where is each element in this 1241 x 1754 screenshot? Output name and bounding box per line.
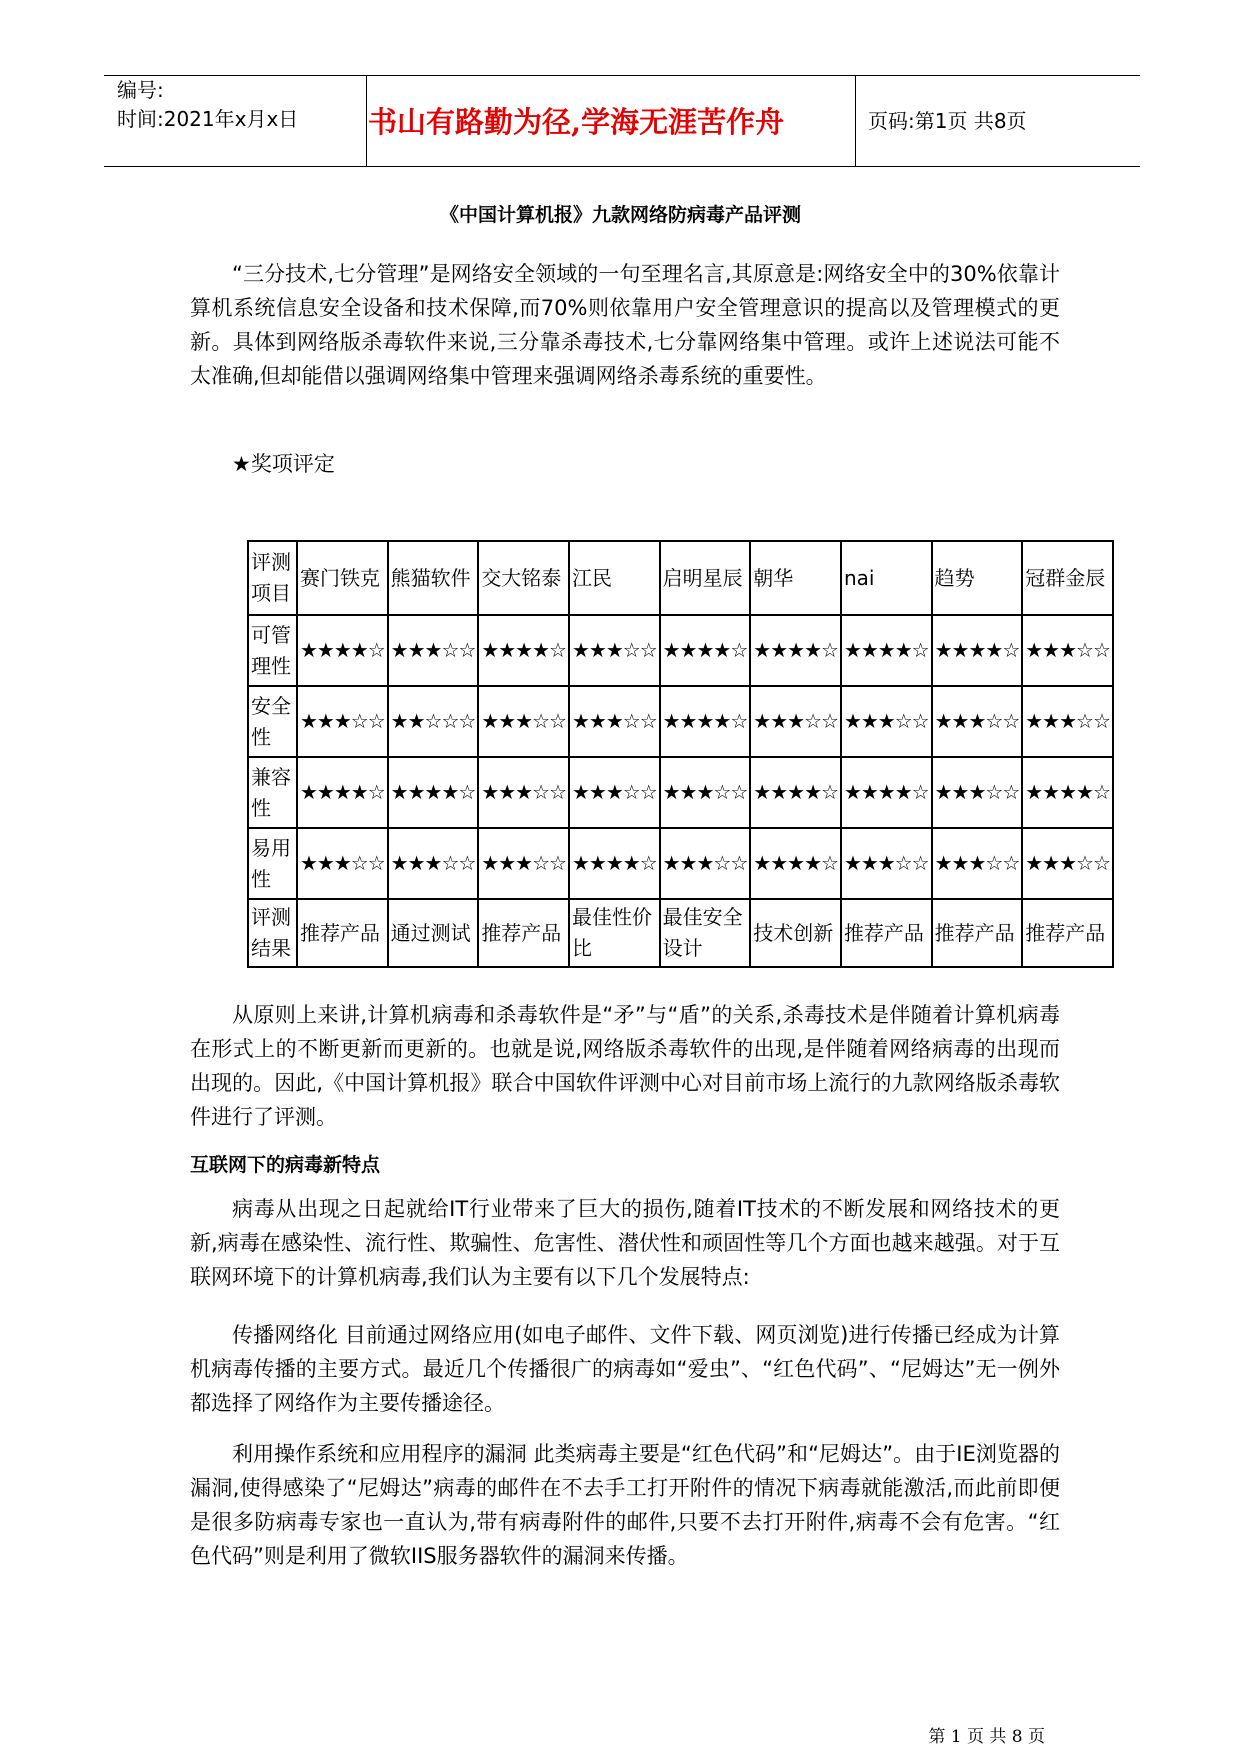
result-cell: 最佳安全设计 [660, 899, 751, 967]
header-cell: 冠群金辰 [1022, 541, 1113, 615]
result-cell: 最佳性价比 [569, 899, 660, 967]
rating-cell: ★★★☆☆ [1022, 828, 1113, 899]
result-cell: 推荐产品 [297, 899, 388, 967]
time-label: 时间:2021年x月x日 [117, 107, 299, 131]
header-cell: 评测项目 [248, 541, 297, 615]
table-row [248, 828, 1113, 899]
result-cell: 推荐产品 [932, 899, 1023, 967]
rating-cell: ★★★★☆ [841, 615, 932, 686]
rating-cell: ★★★☆☆ [932, 828, 1023, 899]
section-heading: 互联网下的病毒新特点 [190, 1154, 381, 1176]
result-cell: 推荐产品 [1022, 899, 1113, 967]
result-cell: 推荐产品 [478, 899, 569, 967]
rating-cell: ★★★★☆ [297, 615, 388, 686]
header-cell: 朝华 [750, 541, 841, 615]
rating-cell: ★★★☆☆ [569, 615, 660, 686]
rating-cell: ★★★★☆ [569, 828, 660, 899]
page-info: 页码:第1页 共8页 [868, 109, 1027, 133]
document-title: 《中国计算机报》九款网络防病毒产品评测 [439, 204, 801, 226]
table-result-row [248, 899, 1113, 967]
row-label: 可管理性 [248, 615, 297, 686]
rating-cell: ★★★☆☆ [841, 686, 932, 757]
rating-cell: ★★★★☆ [932, 615, 1023, 686]
rating-cell: ★★★☆☆ [297, 686, 388, 757]
rating-cell: ★★★☆☆ [660, 757, 751, 828]
rating-cell: ★★★☆☆ [478, 686, 569, 757]
rating-cell: ★★★★☆ [388, 757, 479, 828]
motto-banner: 书山有路勤为径,学海无涯苦作舟 [368, 105, 785, 139]
header-cell: nai [841, 541, 932, 615]
paragraph-network-spread: 传播网络化 目前通过网络应用(如电子邮件、文件下载、网页浏览)进行传播已经成为计算机病毒传播的主要方式。最近几个传播很广的病毒如“爱虫”、“红色代码”、“尼姆达”无一例外都选择了网络作为主要传播途径。 [190, 1323, 1060, 1415]
rating-cell: ★★★★☆ [841, 757, 932, 828]
page-footer: 第 1 页 共 8 页 [928, 1727, 1045, 1747]
header-cell: 启明星辰 [660, 541, 751, 615]
paragraph-vulnerability: 利用操作系统和应用程序的漏洞 此类病毒主要是“红色代码”和“尼姆达”。由于IE浏览器的漏洞,使得感染了“尼姆达”病毒的邮件在不去手工打开附件的情况下病毒就能激活,而此前即便是很多防病毒专家也一直认为,带有病毒附件的邮件,只要不去打开附件,病毒不会有危害。“红色代码”则是利用了微软IIS服务器软件的漏洞来传播。 [190, 1442, 1060, 1568]
rating-cell: ★★★☆☆ [569, 757, 660, 828]
rating-cell: ★★★★☆ [1022, 757, 1113, 828]
row-label: 易用性 [248, 828, 297, 899]
rating-cell: ★★★☆☆ [1022, 686, 1113, 757]
rating-cell: ★★★☆☆ [932, 686, 1023, 757]
rating-cell: ★★★☆☆ [660, 828, 751, 899]
rating-cell: ★★★☆☆ [478, 757, 569, 828]
paragraph-principle: 从原则上来讲,计算机病毒和杀毒软件是“矛”与“盾”的关系,杀毒技术是伴随着计算机病毒在形式上的不断更新而更新的。也就是说,网络版杀毒软件的出现,是伴随着网络病毒的出现而出现的。因此,《中国计算机报》联合中国软件评测中心对目前市场上流行的九款网络版杀毒软件进行了评测。 [190, 1003, 1060, 1129]
result-cell: 通过测试 [388, 899, 479, 967]
rating-cell: ★★★☆☆ [1022, 615, 1113, 686]
rating-cell: ★★★☆☆ [932, 757, 1023, 828]
row-label: 安全性 [248, 686, 297, 757]
result-cell: 推荐产品 [841, 899, 932, 967]
table-row [248, 757, 1113, 828]
table-header-row [248, 541, 1113, 615]
serial-label: 编号: [117, 78, 164, 102]
rating-cell: ★★★☆☆ [297, 828, 388, 899]
rating-cell: ★★☆☆☆ [388, 686, 479, 757]
intro-paragraph: “三分技术,七分管理”是网络安全领域的一句至理名言,其原意是:网络安全中的30%依靠计算机系统信息安全设备和技术保障,而70%则依靠用户安全管理意识的提高以及管理模式的更新。具体到网络版杀毒软件来说,三分靠杀毒技术,七分靠网络集中管理。或许上述说法可能不太准确,但却能借以强调网络集中管理来强调网络杀毒系统的重要性。 [190, 262, 1060, 388]
rating-cell: ★★★☆☆ [478, 828, 569, 899]
rating-cell: ★★★☆☆ [569, 686, 660, 757]
rating-cell: ★★★★☆ [750, 757, 841, 828]
header-bottom-rule [104, 166, 1140, 167]
header-cell: 趋势 [932, 541, 1023, 615]
header-cell: 交大铭泰 [478, 541, 569, 615]
rating-cell: ★★★★☆ [750, 828, 841, 899]
header-cell: 赛门铁克 [297, 541, 388, 615]
rating-cell: ★★★★☆ [750, 615, 841, 686]
rating-cell: ★★★★☆ [297, 757, 388, 828]
row-label: 评测结果 [248, 899, 297, 967]
rating-table [247, 540, 1114, 968]
rating-cell: ★★★★☆ [478, 615, 569, 686]
table-row [248, 686, 1113, 757]
rating-cell: ★★★☆☆ [388, 828, 479, 899]
award-heading: ★奖项评定 [232, 452, 335, 476]
header-cell: 熊猫软件 [388, 541, 479, 615]
rating-cell: ★★★★☆ [660, 686, 751, 757]
header-top-rule [104, 75, 1140, 76]
table-row [248, 615, 1113, 686]
rating-cell: ★★★☆☆ [750, 686, 841, 757]
header-divider-left [366, 75, 367, 167]
rating-cell: ★★★☆☆ [841, 828, 932, 899]
rating-cell: ★★★☆☆ [388, 615, 479, 686]
result-cell: 技术创新 [750, 899, 841, 967]
row-label: 兼容性 [248, 757, 297, 828]
header-cell: 江民 [569, 541, 660, 615]
rating-cell: ★★★★☆ [660, 615, 751, 686]
paragraph-virus-intro: 病毒从出现之日起就给IT行业带来了巨大的损伤,随着IT技术的不断发展和网络技术的更新,病毒在感染性、流行性、欺骗性、危害性、潜伏性和顽固性等几个方面也越来越强。对于互联网环境下的计算机病毒,我们认为主要有以下几个发展特点: [190, 1197, 1060, 1289]
